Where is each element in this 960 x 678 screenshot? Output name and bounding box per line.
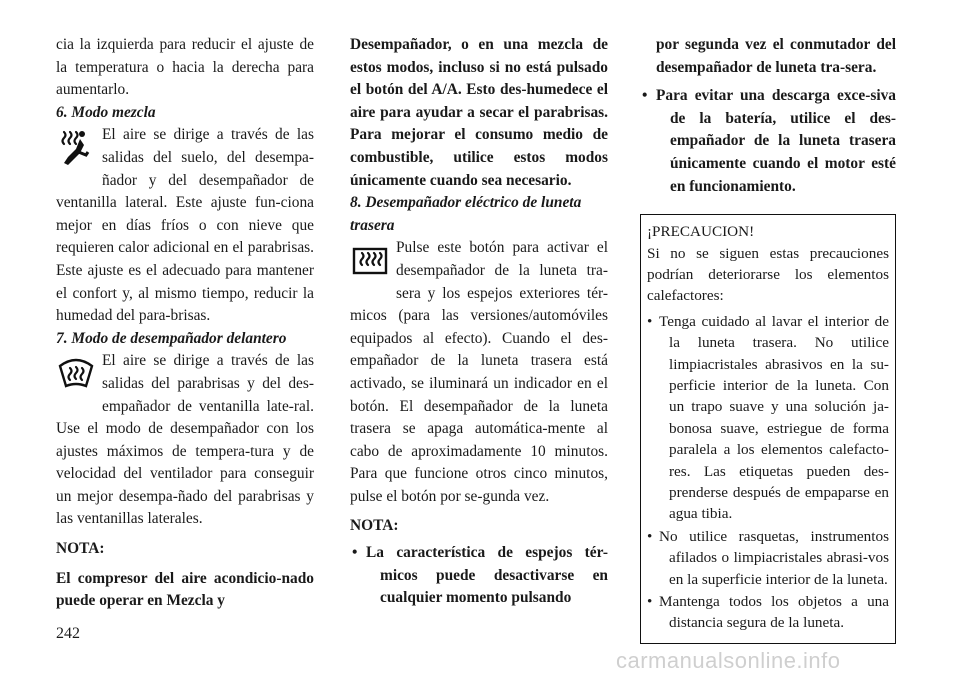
watermark: carmanualsonline.info	[616, 648, 841, 673]
list-item: • La característica de espejos tér-micos puede desactivarse en cualquier momento pulsando	[350, 542, 608, 610]
paragraph-mode-7: El aire se dirige a través de las salidas del parabrisas y del des-empañador de ventanilla late-ral. Use el modo de desempañador con los ajustes máximos de tempera-tura y de velocidad del ventilador para conseguir un mejor desempa-ñado del parabrisas y las ventanillas laterales.	[56, 352, 314, 528]
column-1	[56, 34, 314, 613]
paragraph-intro: cia la izquierda para reducir el ajuste de la temperatura o hacia la derecha para aumentarlo.	[56, 36, 314, 99]
rear-defrost-icon	[350, 239, 390, 283]
heading-mode-8: 8. Desempañador eléctrico de luneta trasera	[350, 194, 582, 234]
front-defrost-icon	[56, 352, 96, 396]
caution-title: ¡PRECAUCION!	[647, 223, 755, 241]
paragraph-mode-6: El aire se dirige a través de las salidas del suelo, del desempa-ñador y del desempañador de ventanilla lateral. Este ajuste fun-ciona mejor en días fríos o con nieve que requieren calor adicional en el parabrisas. Este ajuste es el adecuado para mantener el confort y, al mismo tiempo, reducir la humedad del para-brisas.	[56, 126, 314, 325]
caution-box	[640, 214, 896, 644]
list-item: • Tenga cuidado al lavar el interior de la luneta trasera. No utilice limpiacristales abrasivos en la su-perficie interior de la luneta. Con un trapo suave y una solución ja-bonosa suave, estriegue de forma paralela a los elementos calefacto-res. Las etiquetas pueden des-prenderse después de empaparse en agua tibia.	[647, 311, 889, 525]
heading-mode-6: 6. Modo mezcla	[56, 103, 156, 121]
page-number: 242	[56, 625, 80, 642]
note-bullets	[350, 542, 608, 610]
note-text: El compresor del aire acondicio-nado puede operar en Mezcla y	[56, 569, 314, 610]
caution-list	[647, 311, 889, 634]
list-item: • No utilice rasquetas, instrumentos afilados o limpiacristales abrasi-vos en la superficie interior de la luneta.	[647, 526, 889, 590]
list-item: • Para evitar una descarga exce-siva de la batería, utilice el des-empañador de la luneta trasera únicamente cuando el motor esté en funcionamiento.	[640, 85, 896, 198]
column-3	[640, 34, 896, 644]
list-item: • Mantenga todos los objetos a una distancia segura de la luneta.	[647, 591, 889, 634]
paragraph-mode-8: Pulse este botón para activar el desempañador de la luneta tra-sera y los espejos exteriores tér-micos (para las versiones/automóviles equipados al efecto). Cuando el des-empañador de la luneta trasera está activado, se iluminará un indicador en el botón. El desempañador de la luneta trasera se apaga automática-mente al cabo de aproximadamente 10 minutos. Para que funcione otros cinco minutos, pulse el botón por se-gunda vez.	[350, 239, 608, 505]
column-2	[350, 34, 608, 616]
paragraph-continued: Desempañador, o en una mezcla de estos modos, incluso si no está pulsado el botón del A/A. Esto des-humedece el aire para ayudar a secar el parabrisas. Para mejorar el consumo medio de combustible, utilice estos modos únicamente cuando sea necesario.	[350, 36, 608, 189]
note-bullets-2	[640, 85, 896, 198]
mix-mode-icon	[56, 126, 96, 170]
bullet-continued: por segunda vez el conmutador del desempañador de luneta tra-sera.	[656, 36, 896, 76]
note-label-2: NOTA:	[350, 517, 399, 535]
caution-intro: Si no se siguen estas precauciones podrían deteriorarse los elementos calefactores:	[647, 244, 889, 305]
note-label: NOTA:	[56, 540, 105, 558]
heading-mode-7: 7. Modo de desempañador delantero	[56, 329, 287, 347]
